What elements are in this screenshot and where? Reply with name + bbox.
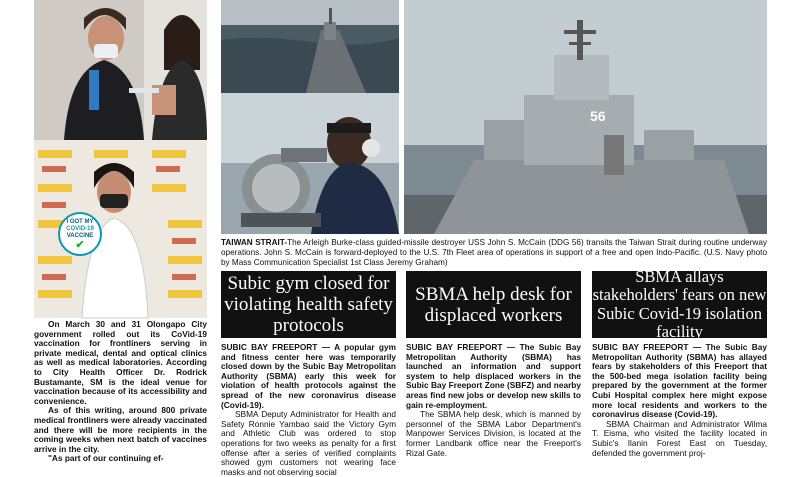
headline-isolation-facility: [592, 266, 767, 341]
ship-deck-photo: [221, 0, 399, 93]
hull-number: 56: [590, 108, 606, 124]
check-icon: ✔: [75, 239, 85, 251]
sign-line-3: VACCINE: [66, 233, 94, 239]
article-paragraph: The SBMA help desk, which is manned by personnel of the SBMA Labor Department's Manpower Services Division, is located at the former Landbank office near the Freeport's Rizal Gate.: [406, 409, 581, 458]
left-paragraph: "As part of our continuing ef-: [48, 453, 164, 464]
dateline: SUBIC BAY FREEPORT: [592, 342, 689, 352]
vaccination-photo: [34, 0, 207, 140]
caption-lead: TAIWAN STRAIT-: [221, 238, 288, 247]
sign-line-1: I GOT MY: [66, 219, 94, 225]
headline-text: SBMA allays stakeholders' fears on new Subic Covid-19 isolation facility: [592, 266, 767, 341]
dateline: SUBIC BAY FREEPORT: [406, 342, 503, 352]
left-paragraph: As of this writing, around 800 private medical frontliners were already vaccinated and there will be more recipients in the coming weeks when next batch of vaccines arrive in the city.: [34, 405, 207, 454]
destroyer-illustration: [404, 0, 767, 234]
sailor-illustration: [221, 93, 399, 234]
vaccine-poster-photo: [34, 140, 207, 318]
dateline: SUBIC BAY FREEPORT: [221, 342, 318, 352]
article-isolation-body: [592, 342, 767, 458]
vaccination-illustration: [34, 0, 207, 140]
article-paragraph: SBMA Chairman and Administrator Wilma T. Eisma, who visited the facility located in Subic's Ilanin Forest East on Tuesday, defended the government proj-: [592, 418, 767, 458]
sign-line-2: COVID-19: [66, 226, 94, 232]
article-paragraph: SBMA Deputy Administrator for Health and Safety Ronnie Yambao said the Victory Gym and Athletic Club was ordered to stop operations for two weeks as penalty for a first offense after a series of verified complaints showed gym customers not wearing face masks and not observing social: [221, 409, 396, 477]
article-lede: — A popular gym and fitness center here was temporarily closed down by the Subic Bay Metropolitan Authority (SBMA) early this week for violation of health protocols against the spread of the new coronavirus disease (Covid-19).: [221, 342, 396, 410]
photo-caption: [221, 238, 767, 270]
headline-text: SBMA help desk for displaced workers: [415, 283, 572, 326]
article-lede: — The Subic Bay Metropolitan Authority (SBMA) has allayed fears by stakeholders of this Freeport that the 500-bed mega isolation facility being prepared by the government at the former Cubi Hospital complex here might expose more local residents and workers to the coronavirus disease (Covid-19).: [592, 342, 767, 420]
destroyer-photo: [404, 0, 767, 234]
ship-deck-illustration: [221, 0, 399, 93]
left-paragraph: On March 30 and 31 Olongapo City government rolled out its CoVid-19 vaccination for frontliners serving in private medical, dental and optical clinics as well as medical laboratories. According to City Health Officer Dr. Rodrick Bustamante, SM is the ideal venue for vaccination because of its accessibility and convenience.: [34, 319, 207, 406]
article-help-desk-body: [406, 342, 581, 458]
caption-text: The Arleigh Burke-class guided-missile destroyer USS John S. McCain (DDG 56) transits the Taiwan Strait during routine underway operations. John S. McCain is forward-deployed to the U.S. 7th Fleet area of operations in support of a free and open Indo-Pacific. (U.S. Navy photo by Mass Communication Specialist 1st Class Jeremy Graham): [221, 238, 767, 267]
vaccine-sign: [58, 212, 102, 256]
headline-text: Subic gym closed for violating health safety protocols: [224, 273, 393, 336]
article-lede: — The Subic Bay Metropolitan Authority (SBMA) has launched an information and support system to help displaced workers in the Subic Bay Freeport Zone (SBFZ) and nearby areas find new jobs or develop new skills to gain re-employment.: [406, 342, 581, 410]
left-column-story: [34, 319, 207, 464]
article-gym-closed-body: [221, 342, 396, 477]
headline-help-desk: [406, 271, 581, 338]
navy-sailor-photo: [221, 93, 399, 234]
headline-gym-closed: [221, 271, 396, 338]
